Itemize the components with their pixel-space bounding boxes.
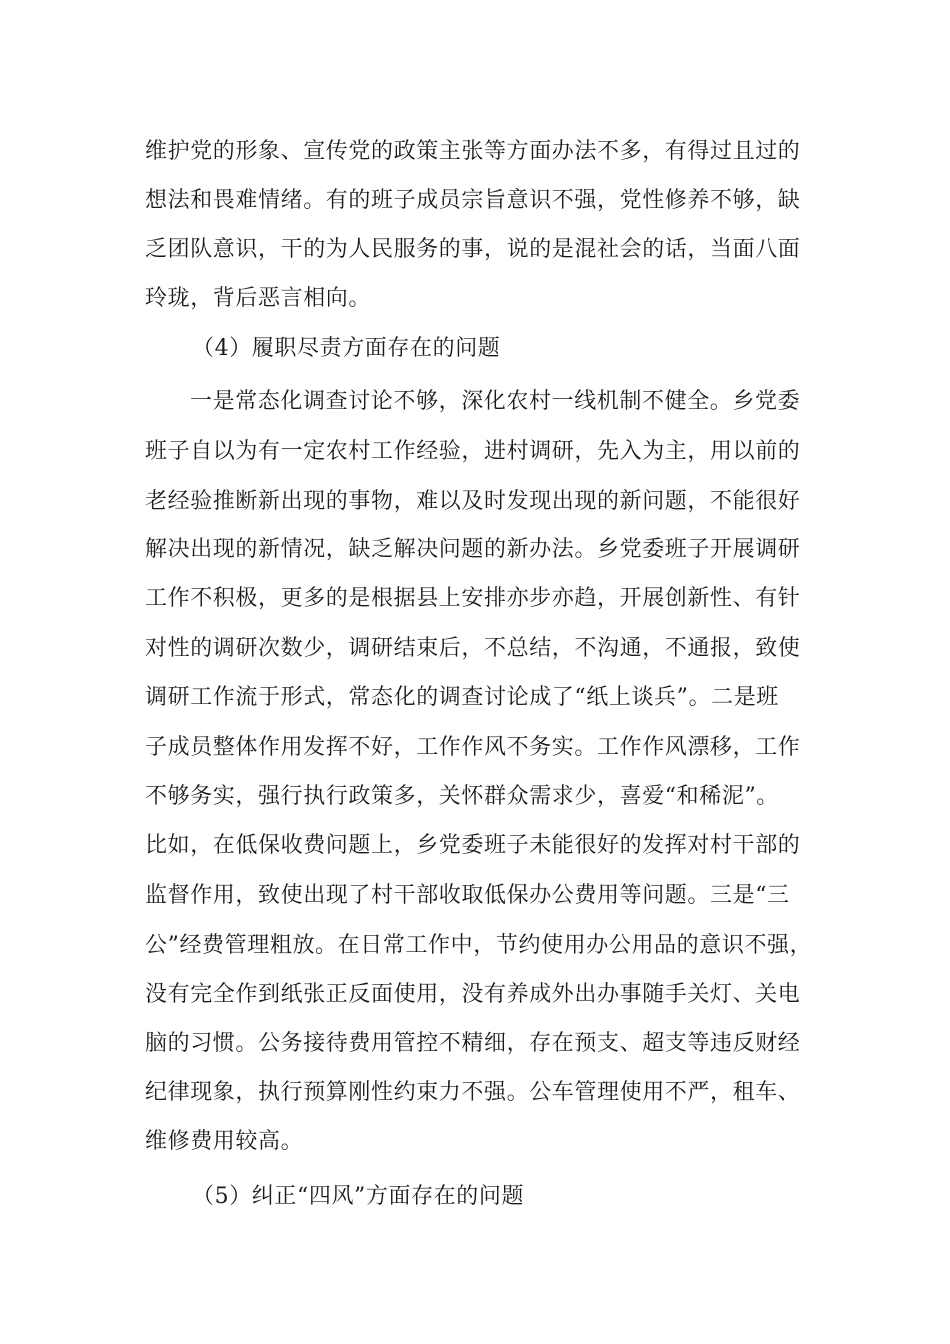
paragraph-line: 不够务实，强行执行政策多，关怀群众需求少，喜爱“和稀泥”。 [145, 784, 779, 809]
paragraph-line: 脑的习惯。公务接待费用管控不精细，存在预支、超支等违反财经 [145, 1031, 801, 1056]
paragraph-line: 想法和畏难情绪。有的班子成员宗旨意识不强，党性修养不够，缺 [145, 188, 801, 213]
paragraph-line: 子成员整体作用发挥不好，工作作风不务实。工作作风漂移，工作 [145, 735, 801, 760]
section-heading-5: （5）纠正“四风”方面存在的问题 [192, 1184, 525, 1209]
paragraph-line: 比如，在低保收费问题上，乡党委班子未能很好的发挥对村干部的 [145, 833, 801, 858]
paragraph-line: 对性的调研次数少，调研结束后，不总结，不沟通，不通报，致使 [145, 636, 801, 661]
paragraph-line: 监督作用，致使出现了村干部收取低保办公费用等问题。三是“三 [145, 883, 790, 908]
paragraph-line: 调研工作流于形式，常态化的调查讨论成了“纸上谈兵”。二是班 [145, 685, 779, 710]
paragraph-line: 公”经费管理粗放。在日常工作中，节约使用办公用品的意识不强， [145, 933, 813, 958]
paragraph-line: 一是常态化调查讨论不够，深化农村一线机制不健全。乡党委 [190, 389, 801, 414]
paragraph-line: 解决出现的新情况，缺乏解决问题的新办法。乡党委班子开展调研 [145, 537, 801, 562]
paragraph-line: 纪律现象，执行预算刚性约束力不强。公车管理使用不严，租车、 [145, 1080, 801, 1105]
paragraph-line: 没有完全作到纸张正反面使用，没有养成外出办事随手关灯、关电 [145, 982, 801, 1007]
paragraph-line: 维修费用较高。 [145, 1129, 304, 1154]
paragraph-line: 班子自以为有一定农村工作经验，进村调研，先入为主，用以前的 [145, 439, 801, 464]
section-heading-4: （4）履职尽责方面存在的问题 [192, 336, 501, 361]
paragraph-line: 老经验推断新出现的事物，难以及时发现出现的新问题，不能很好 [145, 489, 801, 514]
paragraph-line: 乏团队意识，干的为人民服务的事，说的是混社会的话，当面八面 [145, 237, 801, 262]
paragraph-line: 玲珑，背后恶言相向。 [145, 286, 372, 311]
paragraph-line: 工作不积极，更多的是根据县上安排亦步亦趋，开展创新性、有针 [145, 586, 801, 611]
paragraph-line: 维护党的形象、宣传党的政策主张等方面办法不多，有得过且过的 [145, 139, 801, 164]
